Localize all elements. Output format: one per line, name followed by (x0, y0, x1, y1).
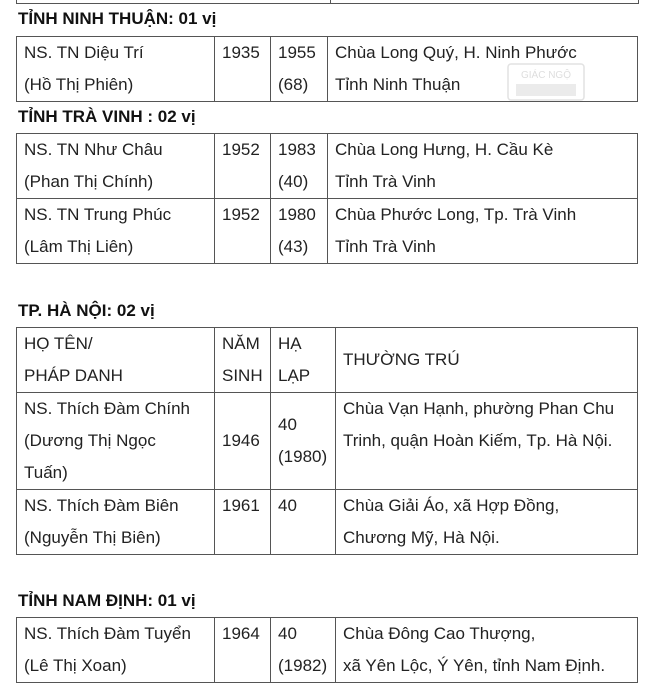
residence-cell (336, 490, 638, 555)
header-name-line-1: HỌ TÊN/ (24, 334, 93, 353)
name-cell (17, 618, 215, 683)
lay-name: (Hồ Thị Phiên) (24, 75, 134, 94)
dharma-name: NS. Thích Đàm Chính (24, 399, 190, 418)
lay-name: (Lê Thị Xoan) (24, 656, 127, 675)
residence-line-1: Chùa Phước Long, Tp. Trà Vinh (335, 205, 577, 224)
header-name (17, 328, 215, 393)
residence-line-2: Trinh, quận Hoàn Kiếm, Tp. Hà Nội. (343, 431, 613, 450)
ha-lap-count: (40) (278, 172, 309, 191)
ha-lap-cell (271, 393, 336, 490)
ha-lap-count: 40 (278, 496, 297, 515)
ha-lap-cell (271, 618, 336, 683)
name-cell (17, 393, 215, 490)
lay-name-continued: Tuấn) (24, 463, 68, 482)
birth-year-cell (215, 37, 271, 102)
section-heading-ha-noi: TP. HÀ NỘI: 02 vị (18, 301, 155, 320)
nam-dinh-table (16, 617, 638, 683)
table-row (17, 618, 638, 683)
residence-line-2: xã Yên Lộc, Ý Yên, tỉnh Nam Định. (343, 656, 606, 675)
section-heading-nam-dinh: TỈNH NAM ĐỊNH: 01 vị (18, 591, 196, 610)
birth-year: 1961 (222, 496, 260, 515)
ha-lap-count: (68) (278, 75, 309, 94)
dharma-name: NS. Thích Đàm Biên (24, 496, 179, 515)
birth-year-cell (215, 490, 271, 555)
ordination-year: 1983 (278, 140, 316, 159)
header-ha-line-2: LẠP (278, 366, 311, 385)
ha-lap-count: 40 (278, 624, 297, 643)
name-cell (17, 37, 215, 102)
lay-name: (Lâm Thị Liên) (24, 237, 134, 256)
ha-lap-cell (271, 134, 328, 199)
birth-year-cell (215, 134, 271, 199)
table-row (17, 490, 638, 555)
ha-lap-cell (271, 37, 328, 102)
name-cell (17, 134, 215, 199)
residence-cell (336, 393, 638, 490)
birth-year: 1952 (222, 205, 260, 224)
residence-line-2: Tỉnh Trà Vinh (335, 172, 436, 191)
ha-lap-count: 40 (278, 415, 297, 434)
table-row (17, 199, 638, 264)
header-residence-label: THƯỜNG TRÚ (343, 350, 460, 369)
residence-line-1: Chùa Long Quý, H. Ninh Phước (335, 43, 577, 62)
birth-year-cell (215, 199, 271, 264)
lay-name: (Phan Thị Chính) (24, 172, 154, 191)
residence-cell (336, 618, 638, 683)
birth-year-cell (215, 393, 271, 490)
residence-line-2: Chương Mỹ, Hà Nội. (343, 528, 500, 547)
header-birth (215, 328, 271, 393)
name-cell (17, 490, 215, 555)
birth-year: 1964 (222, 624, 260, 643)
header-ha-line-1: HẠ (278, 334, 302, 353)
dharma-name: NS. Thích Đàm Tuyển (24, 624, 191, 643)
header-residence (336, 328, 638, 393)
birth-year: 1952 (222, 140, 260, 159)
tra-vinh-table (16, 133, 638, 264)
header-name-line-2: PHÁP DANH (24, 366, 123, 385)
dharma-name: NS. TN Như Châu (24, 140, 163, 159)
residence-line-1: Chùa Vạn Hạnh, phường Phan Chu (343, 399, 615, 418)
ha-lap-cell (271, 199, 328, 264)
ha-lap-cell (271, 490, 336, 555)
header-birth-line-1: NĂM (222, 334, 260, 353)
header-ha-lap (271, 328, 336, 393)
ordination-year: 1955 (278, 43, 316, 62)
ordination-year: (1980) (278, 447, 328, 466)
dharma-name: NS. TN Diệu Trí (24, 43, 144, 62)
residence-line-2: Tỉnh Trà Vinh (335, 237, 436, 256)
ha-noi-table (16, 327, 638, 555)
previous-table-bottom (16, 0, 639, 4)
svg-text:GIÁC NGỘ: GIÁC NGỘ (520, 70, 572, 81)
previous-table-divider (330, 0, 331, 4)
residence-cell (328, 134, 638, 199)
lay-name: (Dương Thị Ngọc (24, 431, 156, 450)
birth-year: 1935 (222, 43, 260, 62)
section-heading-ninh-thuan: TỈNH NINH THUẬN: 01 vị (18, 9, 217, 28)
birth-year: 1946 (222, 431, 260, 450)
lay-name: (Nguyễn Thị Biên) (24, 528, 161, 547)
name-cell (17, 199, 215, 264)
residence-cell (328, 199, 638, 264)
table-header-row (17, 328, 638, 393)
table-row (17, 134, 638, 199)
ordination-year: (1982) (278, 656, 328, 675)
residence-cell (328, 37, 638, 102)
residence-line-1: Chùa Giải Áo, xã Hợp Đồng, (343, 496, 560, 515)
section-heading-tra-vinh: TỈNH TRÀ VINH : 02 vị (18, 107, 196, 126)
table-row (17, 393, 638, 490)
giac-ngo-watermark-logo (506, 62, 586, 102)
residence-line-1: Chùa Long Hưng, H. Cầu Kè (335, 140, 554, 159)
header-birth-line-2: SINH (222, 366, 263, 385)
ordination-year: 1980 (278, 205, 316, 224)
birth-year-cell (215, 618, 271, 683)
dharma-name: NS. TN Trung Phúc (24, 205, 172, 224)
residence-line-1: Chùa Đông Cao Thượng, (343, 624, 536, 643)
ha-lap-count: (43) (278, 237, 309, 256)
residence-line-2: Tỉnh Ninh Thuận (335, 75, 461, 94)
